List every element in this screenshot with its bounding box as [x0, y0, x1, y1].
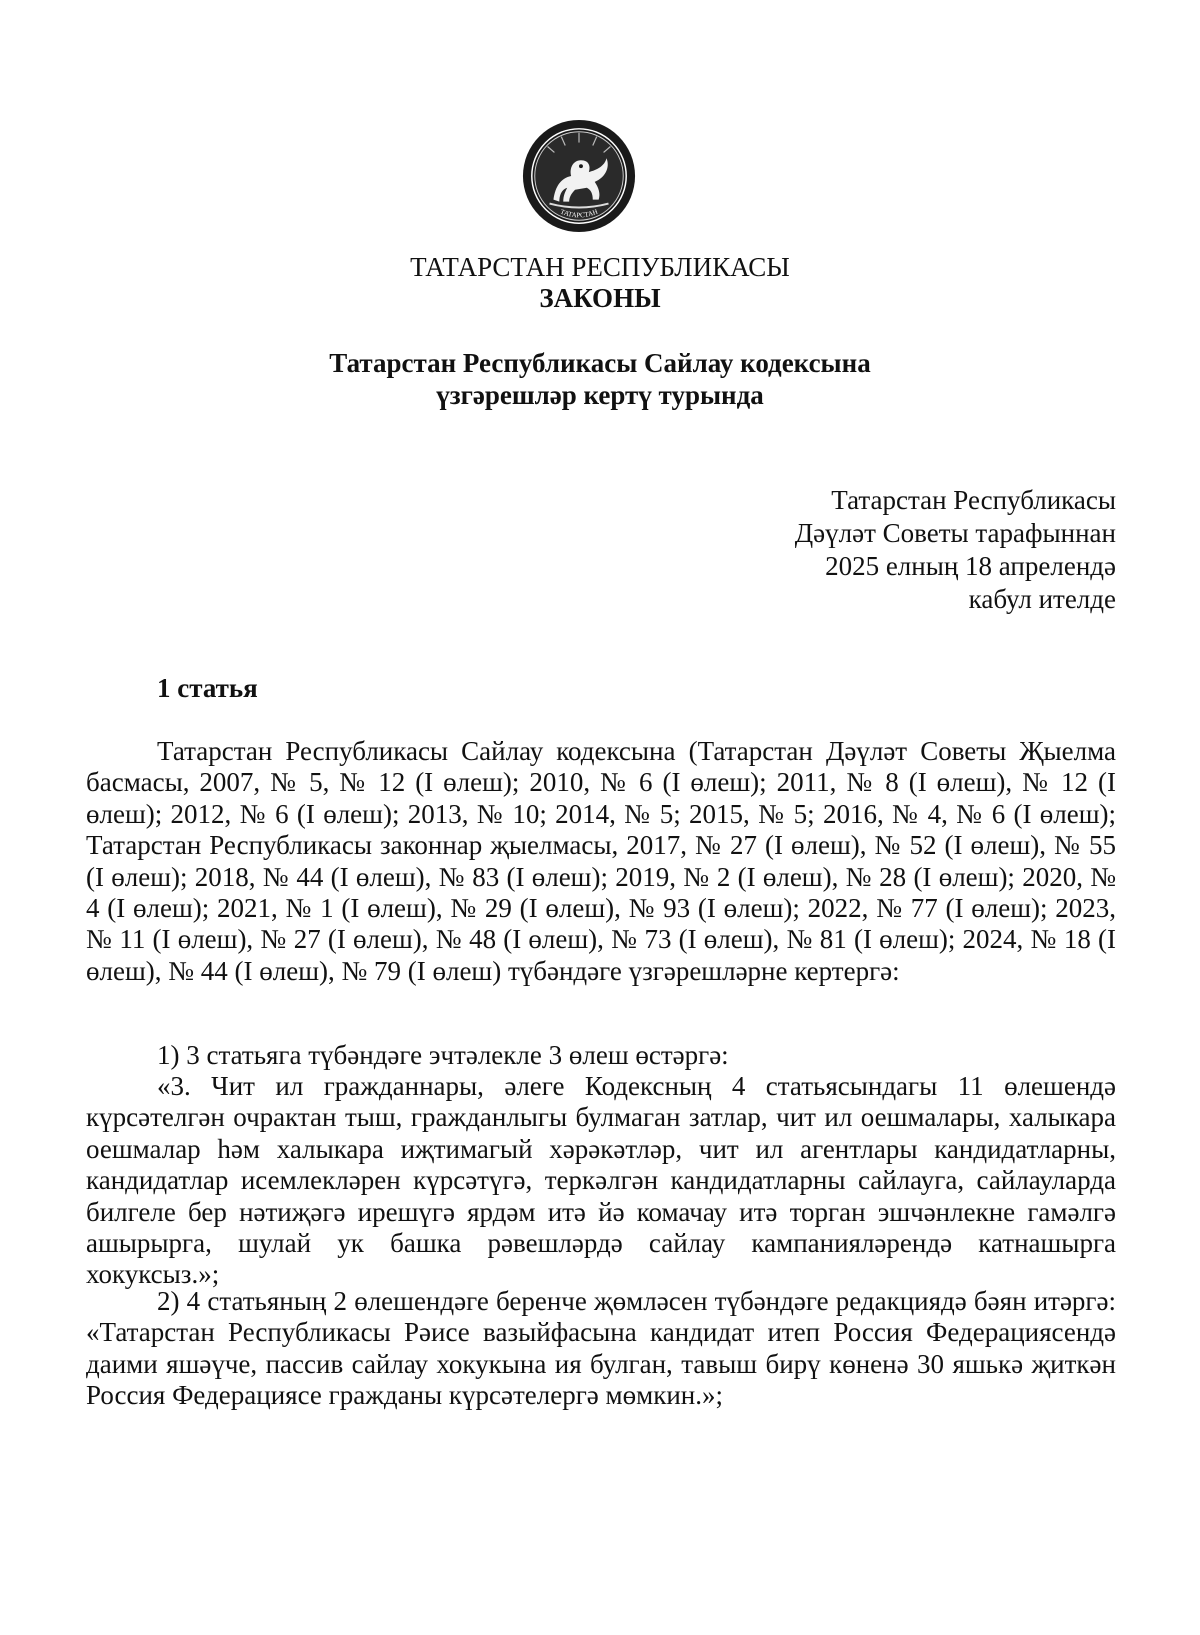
- republic-name: ТАТАРСТАН РЕСПУБЛИКАСЫ: [410, 252, 790, 282]
- emblem-caption: ТАТАРСТАН: [559, 208, 599, 220]
- article-item-1-quote: «3. Чит ил гражданнары, әлеге Кодексның 4 статьясындагы 11 өлешендә күрсәтелгән очрактан тыш, гражданлыгы булмаган затлар, чит ил оешмалары, халыкара оешмалар һәм халыкара иҗтимагый хәрәкәтләр, чит ил агентлары кандидатларны, кандидатлар исемлекләрен күрсәтүгә, теркәлгән кандидатларны сайлауга, сайлауларда билгеле бер нәтиҗәгә ирешүгә ярдәм итә йә комачау итә торган эшчәнлекне гамәлгә ашырырга, шулай ук башка рәвешләрдә сайлау кампанияләрендә катнашырга хокуксыз.»;: [86, 1071, 1116, 1290]
- article-item-1: 1) 3 статьяга түбәндәге эчтәлекле 3 өлеш өстәргә:: [157, 1040, 729, 1070]
- law-title-line2: үзгәрешләр кертү турында: [436, 380, 764, 410]
- adoption-line: кабул ителде: [968, 584, 1116, 614]
- adoption-line: Татарстан Республикасы: [831, 485, 1116, 515]
- adoption-date: 2025 елның 18 апрелендә: [825, 551, 1116, 581]
- article-title: 1 статья: [157, 673, 258, 703]
- adoption-line: Дәүләт Советы тарафыннан: [794, 518, 1116, 548]
- adoption-block: [795, 484, 1116, 616]
- article-intro-paragraph: Татарстан Республикасы Сайлау кодексына (Татарстан Дәүләт Советы Җыелма басмасы, 2007, № 5, № 12 (I өлеш); 2010, № 6 (I өлеш); 2011, № 8 (I өлеш), № 12 (I өлеш); 2012, № 6 (I өлеш); 2013, № 10; 2014, № 5; 2015, № 5; 2016, № 4, № 6 (I өлеш); Татарстан Республикасы законнар җыелмасы, 2017, № 27 (I өлеш), № 52 (I өлеш), № 55 (I өлеш); 2018, № 44 (I өлеш), № 83 (I өлеш); 2019, № 2 (I өлеш), № 28 (I өлеш); 2020, № 4 (I өлеш); 2021, № 1 (I өлеш), № 29 (I өлеш), № 93 (I өлеш); 2022, № 77 (I өлеш); 2023, № 11 (I өлеш), № 27 (I өлеш), № 48 (I өлеш), № 73 (I өлеш), № 81 (I өлеш); 2024, № 18 (I өлеш), № 44 (I өлеш), № 79 (I өлеш) түбәндәге үзгәрешләрне кертергә:: [86, 736, 1116, 986]
- law-title-line1: Татарстан Республикасы Сайлау кодексына: [329, 348, 871, 378]
- article-item-2: 2) 4 статьяның 2 өлешендәге беренче җөмләсен түбәндәге редакциядә бәян итәргә: «Татарстан Республикасы Рәисе вазыйфасына кандидат итеп Россия Федерациясендә даими яшәүче, пассив сайлау хокукына ия булган, тавыш бирү көненә 30 яшькә җиткән Россия Федерациясе гражданы күрсәтелергә мөмкин.»;: [86, 1286, 1116, 1411]
- document-type: ЗАКОНЫ: [539, 283, 661, 313]
- tatarstan-coat-of-arms-icon: [520, 117, 638, 235]
